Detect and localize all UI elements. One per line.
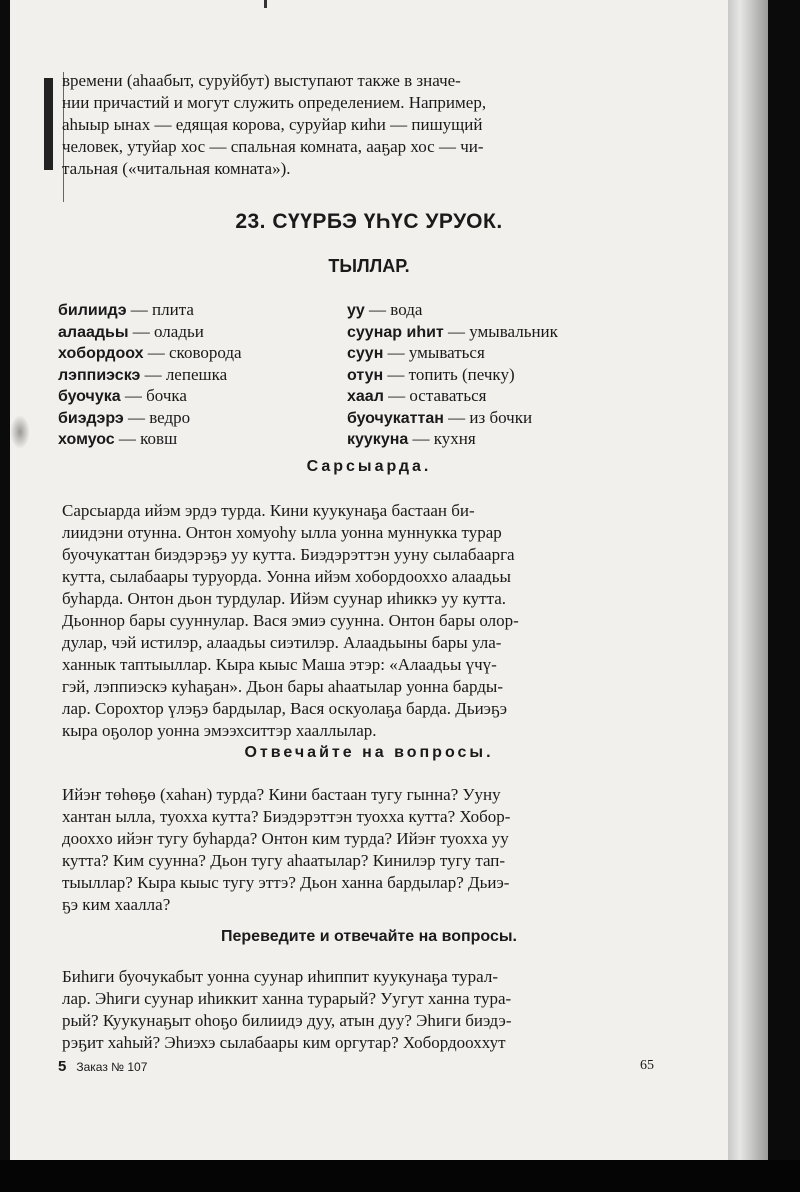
page-edge (728, 0, 768, 1160)
vocab-item (347, 408, 558, 430)
questions-paragraph (62, 784, 652, 916)
story-line: дулар, чэй истилэр, алаадьы сиэтилэр. Алаадьыны бары ула- (62, 633, 502, 652)
story-line: ханнык таптыыллар. Кыра кыыс Маша этэр: «Алаадьы үчү- (62, 655, 497, 674)
vocab-word: хаал (347, 388, 384, 405)
translate-line: рэҕит хаhый? Эhиэхэ сылабаары ким оргутар? Хобордооххут (62, 1033, 506, 1052)
signature-mark: 5 (58, 1058, 67, 1075)
vocab-item (347, 343, 558, 365)
vocab-word: хомуос (58, 431, 115, 448)
vocab-translation: — умывальник (448, 321, 558, 341)
intro-line: тальная («читальная комната»). (62, 159, 291, 178)
questions-line: тыыллар? Кыра кыыс тугу эттэ? Дьон ханна бардылар? Дьиэ- (62, 873, 510, 892)
margin-highlight-bar (44, 78, 53, 170)
vocab-word: буочукаттан (347, 409, 444, 427)
vocab-translation: — вода (369, 300, 423, 319)
vocab-translation: — кухня (412, 429, 476, 448)
vocab-word: отун (347, 366, 384, 384)
vocab-item (58, 322, 242, 344)
questions-line: доохxо ийэҥ тугу буhарда? Онтон ким турда? Ийэҥ туохха уу (62, 829, 509, 848)
story-line: Дьоннор бары сууннулар. Вася эмиэ суунна. Онтон бары олор- (62, 611, 519, 630)
lesson-title: 23. СҮҮРБЭ ҮҺҮС УРУОК. (235, 210, 503, 233)
story-line: кыра оҕолор уонна эмээхситтэр хааллылар. (62, 721, 377, 740)
vocab-translation: — сковорода (147, 343, 242, 362)
translate-line: Биhиги буочукабыт уонна суунар иhиппит куукунаҕа турал- (62, 967, 498, 986)
translate-heading: Переведите и отвечайте на вопросы. (221, 928, 517, 945)
story-line: лар. Сорохтор үлэҕэ бардылар, Вася оскуолаҕа барда. Дьиэҕэ (62, 699, 508, 718)
vocab-translation: — оставаться (388, 386, 487, 405)
vocab-item (347, 429, 558, 451)
vocab-translation: — ковш (118, 429, 178, 448)
book-page (10, 0, 728, 1160)
scan-background (0, 1160, 800, 1192)
intro-line: нии причастий и могут служить определением. Например, (62, 93, 487, 112)
vocab-word: лэппиэскэ (58, 366, 141, 384)
page-footer (58, 1058, 654, 1076)
page-number: 65 (640, 1058, 654, 1073)
vocab-word: куукуна (347, 431, 409, 448)
story-line: лиидэни отунна. Онтон хомуоhу ылла уонна муннукка турар (62, 523, 502, 542)
intro-line: человек, утуйар хос — спальная комната, ааҕар хос — чи- (62, 137, 484, 156)
vocab-word: билиидэ (58, 302, 127, 319)
vocab-word: суунар иhит (347, 323, 444, 341)
vocab-word: уу (347, 302, 365, 319)
vocab-translation: — ведро (127, 407, 191, 427)
translate-line: рый? Куукунаҕыт оhоҕо билиидэ дуу, атын дуу? Эhиги биэдэ- (62, 1011, 512, 1030)
vocab-word: алаадьы (58, 323, 129, 341)
vocabulary-right-column (347, 300, 558, 451)
intro-line: аhыыр ынах — едящая корова, суруйар киhи — пишущий (62, 115, 483, 134)
questions-heading: Отвечайте на вопросы. (244, 744, 494, 761)
vocab-item (347, 322, 558, 344)
vocab-translation: — бочка (124, 386, 187, 405)
story-line: гэй, лэппиэскэ куhаҕан». Дьон бары аhаатылар уонна барды- (62, 677, 503, 696)
story-line: кутта, сылабаары туруорда. Уонна ийэм хобордоохxо алаадьы (62, 567, 511, 586)
vocab-word: хобордоох (58, 345, 144, 362)
vocab-translation: — из бочки (448, 407, 533, 427)
questions-line: кутта? Ким суунна? Дьон тугу аhаатылар? Кинилэр тугу тап- (62, 851, 506, 870)
story-heading: Сарсыарда. (306, 458, 432, 475)
vocab-item (347, 300, 558, 322)
vocab-item (58, 429, 242, 451)
vocab-translation: — плита (130, 300, 194, 319)
questions-line: хантан ылла, туохха кутта? Биэдэрэттэн туохха кутта? Хобор- (62, 807, 511, 826)
vocab-translation: — умываться (387, 343, 485, 362)
page-stain (10, 415, 30, 449)
page-mark (264, 0, 267, 8)
story-line: буhарда. Онтон дьон турдулар. Ийэм суунар иhиккэ уу кутта. (62, 589, 507, 608)
vocab-translation: — лепешка (144, 364, 228, 384)
translate-paragraph (62, 966, 652, 1054)
vocab-translation: — оладьи (132, 321, 204, 341)
vocabulary-left-column (58, 300, 242, 451)
vocab-item (58, 365, 242, 387)
vocab-item (347, 365, 558, 387)
vocab-word: буочука (58, 388, 121, 405)
vocab-item (58, 408, 242, 430)
vocab-item (347, 386, 558, 408)
vocabulary-heading: ТЫЛЛАР. (328, 256, 410, 276)
intro-line: времени (аhаабыт, суруйбут) выступают также в значе- (62, 71, 461, 90)
vocab-item (58, 300, 242, 322)
story-line: Сарсыарда ийэм эрдэ турда. Кини куукунаҕа бастаан би- (62, 501, 475, 520)
questions-line: ҕэ ким хаалла? (62, 895, 171, 914)
order-label: Заказ № 107 (76, 1060, 148, 1074)
intro-paragraph (62, 70, 652, 180)
vocab-word: биэдэрэ (58, 409, 124, 427)
vocab-word: суун (347, 345, 384, 362)
footer-left (58, 1058, 147, 1076)
story-line: буочукаттан биэдэрэҕэ уу кутта. Биэдэрэттэн ууну сылабаарга (62, 545, 515, 564)
translate-line: лар. Эhиги суунар иhиккит ханна турарый? Уугут ханна тура- (62, 989, 512, 1008)
vocab-translation: — топить (печку) (387, 364, 515, 384)
story-paragraph (62, 500, 652, 742)
vocab-item (58, 386, 242, 408)
questions-line: Ийэҥ төhөҕө (хаhан) турда? Кини бастаан тугу гынна? Ууну (62, 785, 501, 804)
vocab-item (58, 343, 242, 365)
